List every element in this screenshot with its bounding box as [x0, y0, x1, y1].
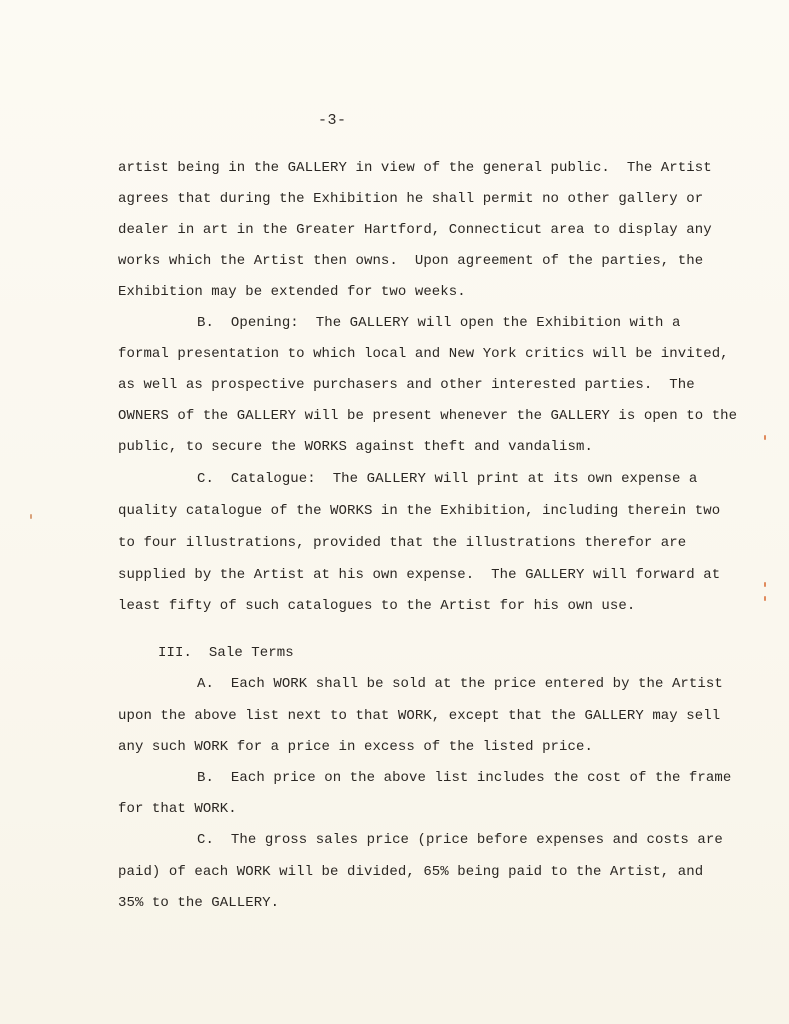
section-heading: III. Sale Terms — [158, 645, 294, 661]
text-line: OWNERS of the GALLERY will be present whenever the GALLERY is open to the — [118, 408, 738, 424]
text-line: for that WORK. — [118, 801, 237, 817]
text-line: formal presentation to which local and New York critics will be invited, — [118, 346, 729, 362]
text-line: any such WORK for a price in excess of the listed price. — [118, 739, 593, 755]
margin-mark — [764, 435, 766, 440]
margin-mark — [764, 582, 766, 587]
text-line: artist being in the GALLERY in view of the general public. The Artist — [118, 160, 712, 176]
text-line: least fifty of such catalogues to the Artist for his own use. — [118, 598, 636, 614]
margin-mark — [30, 514, 32, 519]
text-line: 35% to the GALLERY. — [118, 895, 280, 911]
text-line: agrees that during the Exhibition he shall permit no other gallery or — [118, 191, 704, 207]
text-line: works which the Artist then owns. Upon agreement of the parties, the — [118, 253, 704, 269]
text-line: C. The gross sales price (price before expenses and costs are — [197, 832, 723, 848]
text-line: B. Each price on the above list includes the cost of the frame — [197, 770, 732, 786]
text-line: to four illustrations, provided that the illustrations therefor are — [118, 535, 687, 551]
text-line: quality catalogue of the WORKS in the Exhibition, including therein two — [118, 503, 721, 519]
text-line: C. Catalogue: The GALLERY will print at its own expense a — [197, 471, 698, 487]
text-line: public, to secure the WORKS against theft and vandalism. — [118, 439, 593, 455]
text-line: Exhibition may be extended for two weeks. — [118, 284, 466, 300]
margin-mark — [764, 596, 766, 601]
text-line: supplied by the Artist at his own expense. The GALLERY will forward at — [118, 567, 721, 583]
text-line: A. Each WORK shall be sold at the price entered by the Artist — [197, 676, 723, 692]
text-line: B. Opening: The GALLERY will open the Exhibition with a — [197, 315, 681, 331]
text-line: dealer in art in the Greater Hartford, Connecticut area to display any — [118, 222, 712, 238]
text-line: as well as prospective purchasers and other interested parties. The — [118, 377, 695, 393]
text-line: paid) of each WORK will be divided, 65% being paid to the Artist, and — [118, 864, 704, 880]
page-number: -3- — [318, 112, 347, 129]
text-line: upon the above list next to that WORK, except that the GALLERY may sell — [118, 708, 721, 724]
